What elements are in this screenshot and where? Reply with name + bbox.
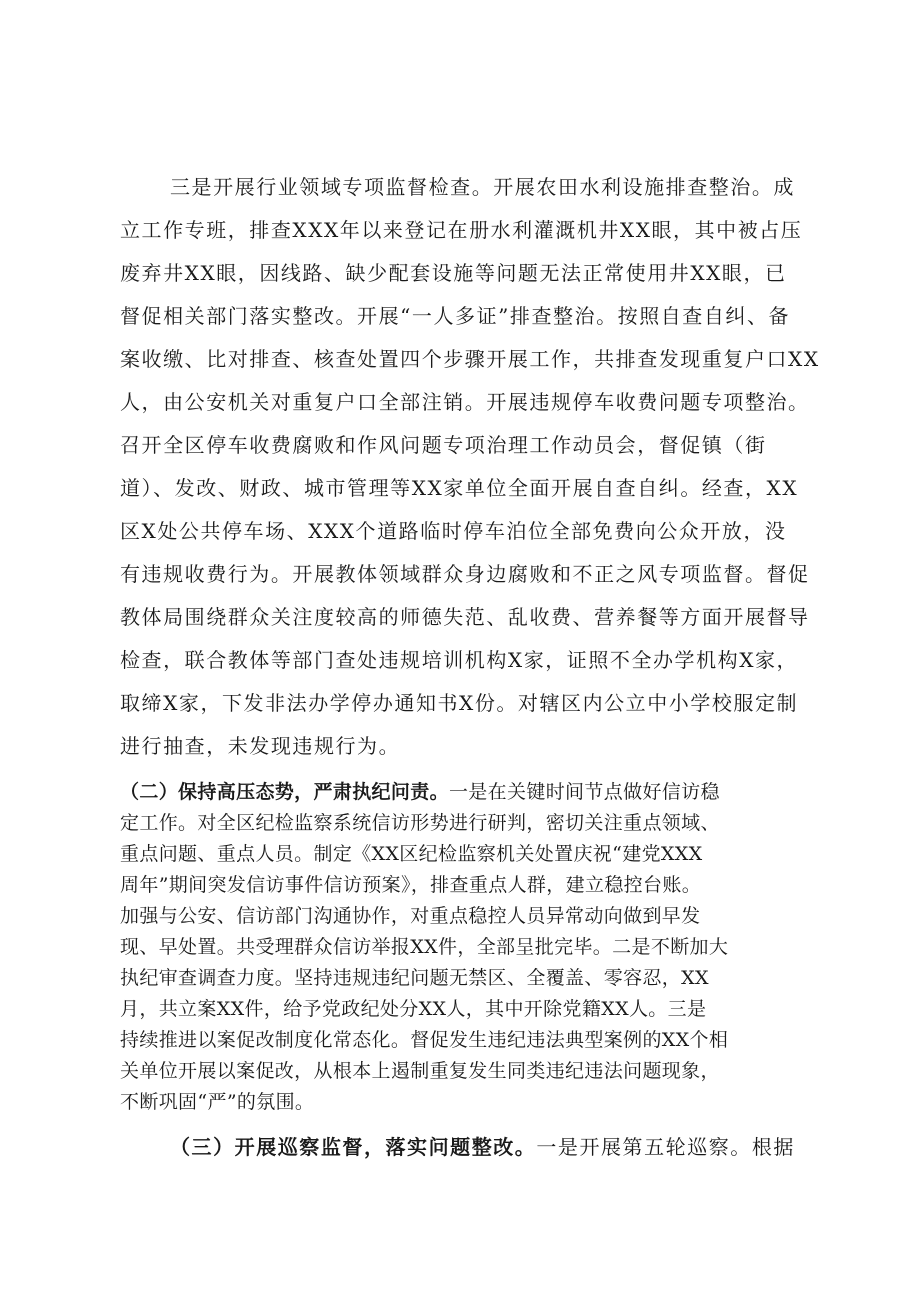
para1-line-14: 进行抽查，未发现违规行为。 bbox=[120, 734, 401, 758]
para2-heading: （二）保持高压态势，严肃执纪问责。 bbox=[120, 781, 449, 803]
para2-line-4: 周年”期间突发信访事件信访预案》，排查重点人群，建立稳控台账。 bbox=[120, 874, 702, 896]
para2-line-6: 现、早处置。共受理群众信访举报XX件，全部呈批完毕。二是不断加大 bbox=[120, 936, 729, 958]
para1-line-8: 道）、发改、财政、城市管理等XX家单位全面开展自查自纠。经查，XX bbox=[120, 476, 799, 500]
para3-line-1 bbox=[170, 1135, 795, 1159]
para1-line-12: 检查，联合教体等部门查处违规培训机构X家，证照不全办学机构X家， bbox=[120, 648, 799, 672]
para2-line-2: 定工作。对全区纪检监察系统信访形势进行研判，密切关注重点领域、 bbox=[120, 812, 720, 834]
para1-line-2: 立工作专班，排查XXX年以来登记在册水利灌溉机井XX眼，其中被占压 bbox=[120, 218, 803, 242]
para2-line-7: 执纪审查调查力度。坚持违规违纪问题无禁区、全覆盖、零容忍，XX bbox=[120, 967, 709, 989]
para2-first-rest: 一是在关键时间节点做好信访稳 bbox=[448, 781, 720, 803]
para3-heading: （三）开展巡察监督，落实问题整改。 bbox=[170, 1135, 537, 1159]
para1-line-7: 召开全区停车收费腐败和作风问题专项治理工作动员会，督促镇（街 bbox=[120, 433, 767, 457]
para1-line-9: 区X处公共停车场、XXX个道路临时停车泊位全部免费向公众开放，没 bbox=[120, 519, 787, 543]
para2-line-11: 不断巩固“严”的氛围。 bbox=[120, 1091, 315, 1113]
para2-line-3: 重点问题、重点人员。制定《XX区纪检监察机关处置庆祝“建党XXX bbox=[120, 843, 703, 865]
para1-line-5: 案收缴、比对排查、核查处置四个步骤开展工作，共排查发现重复户口XX bbox=[120, 347, 820, 371]
para2-line-10: 关单位开展以案促改，从根本上遏制重复发生同类违纪违法问题现象， bbox=[120, 1060, 720, 1082]
para3-rest: 一是开展第五轮巡察。根据 bbox=[536, 1135, 795, 1159]
para1-line-10: 有违规收费行为。开展教体领域群众身边腐败和不正之风专项监督。督促 bbox=[120, 562, 810, 586]
para2-line-1 bbox=[120, 780, 720, 804]
para2-line-5: 加强与公安、信访部门沟通协作，对重点稳控人员异常动向做到早发 bbox=[120, 905, 701, 927]
para1-line-11: 教体局围绕群众关注度较高的师德失范、乱收费、营养餐等方面开展督导 bbox=[120, 605, 810, 629]
para1-line-6: 人，由公安机关对重复户口全部注销。开展违规停车收费问题专项整治。 bbox=[120, 390, 810, 414]
para1-line-13: 取缔X家，下发非法办学停办通知书X份。对辖区内公立中小学校服定制 bbox=[120, 691, 799, 715]
para2-line-8: 月，共立案XX件，给予党政纪处分XX人，其中开除党籍XX人。三是 bbox=[120, 998, 707, 1020]
para1-line-4: 督促相关部门落实整改。开展“一人多证”排查整治。按照自查自纠、备 bbox=[120, 304, 791, 328]
para2-line-9: 持续推进以案促改制度化常态化。督促发生违纪违法典型案例的XX个相 bbox=[120, 1029, 729, 1051]
para1-line-1: 三是开展行业领域专项监督检查。开展农田水利设施排查整治。成 bbox=[170, 175, 795, 199]
para1-line-3: 废弃井XX眼，因线路、缺少配套设施等问题无法正常使用井XX眼，已 bbox=[120, 261, 787, 285]
